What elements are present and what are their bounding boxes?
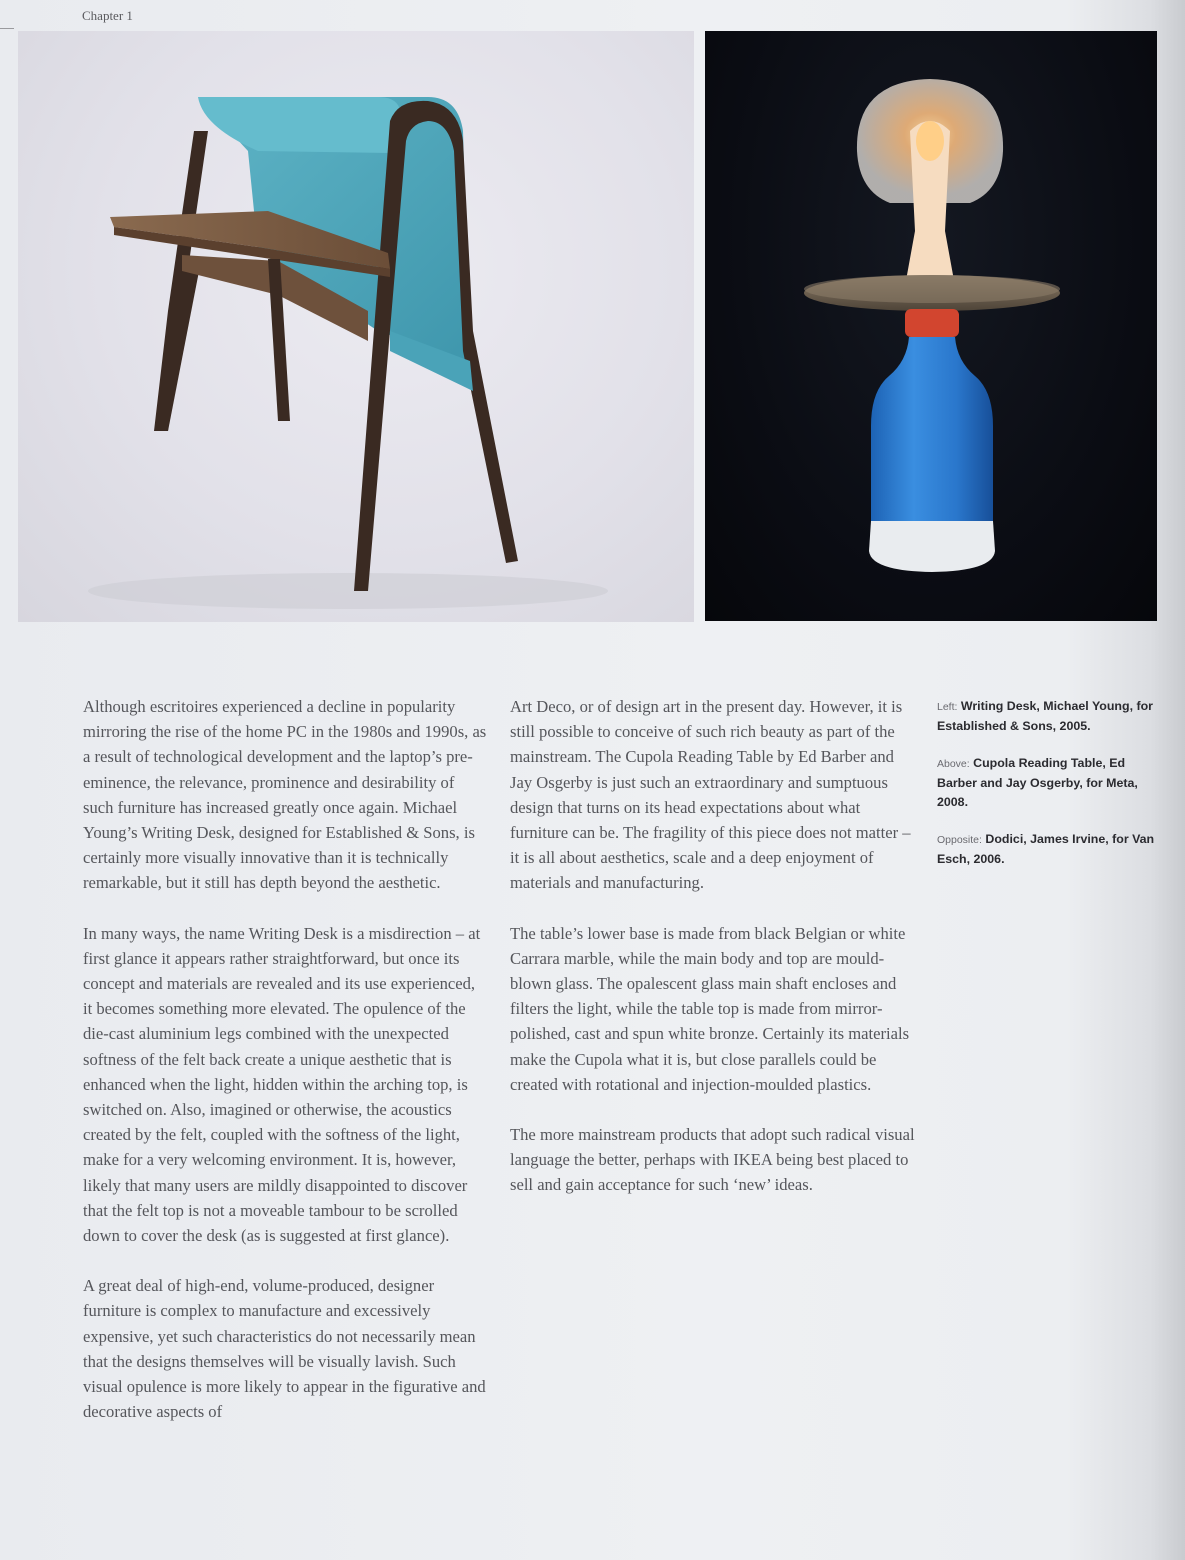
paragraph: The table’s lower base is made from black Belgian or white Carrara marble, while the main body and top are mould-blown glass. The opalescent glass main shaft encloses and filters the light, while the table top is made from mirror-polished, cast and spun white bronze. Certainly its materials make the Cupola what it is, but close parallels could be created with rotational and injection-moulded plastics. bbox=[510, 923, 910, 1094]
caption-position: Left: bbox=[937, 701, 958, 713]
cupola-lamp-illustration bbox=[705, 31, 1157, 621]
paragraph: The more mainstream products that adopt such radical visual language the better, perhaps with IKEA being best placed to sell and gain acceptance for such ‘new’ ideas. bbox=[510, 1125, 915, 1195]
caption-above bbox=[937, 754, 1162, 812]
paragraph: Although escritoires experienced a decline in popularity mirroring the rise of the home PC in the 1980s and 1990s, as a result of technological development and the laptop’s pre-eminence, the relevance, prominence and desirability of such furniture has increased greatly once again. Michael Young’s Writing Desk, designed for Established & Sons, is certainly more visually innovative than it is technically remarkable, but it still has depth beyond the aesthetic. bbox=[83, 697, 487, 893]
caption-text: Cupola Reading Table, Ed Barber and Jay Osgerby, for Meta, 2008. bbox=[937, 756, 1138, 809]
writing-desk-illustration bbox=[18, 31, 694, 622]
writing-desk-photo bbox=[18, 31, 694, 622]
running-head: Chapter 1 bbox=[82, 8, 133, 23]
paragraph: In many ways, the name Writing Desk is a misdirection – at first glance it appears rather straightforward, but once its concept and materials are revealed and its use experienced, it becomes something more elevated. The opulence of the die-cast aluminium legs combined with the unexpected softness of the felt back create a unique aesthetic that is enhanced when the light, hidden within the arching top, is switched on. Also, imagined or otherwise, the acoustics created by the felt, coupled with the softness of the light, make for a very welcoming environment. It is, however, likely that many users are mildly disappointed to discover that the felt top is not a moveable tambour to be scrolled down to cover the desk (as is suggested at first glance). bbox=[83, 923, 481, 1246]
body-column-middle bbox=[510, 694, 915, 1223]
cupola-reading-table-photo bbox=[705, 31, 1157, 621]
crop-mark bbox=[0, 28, 14, 29]
caption-text: Writing Desk, Michael Young, for Established & Sons, 2005. bbox=[937, 699, 1153, 733]
caption-position: Above: bbox=[937, 758, 970, 770]
body-column-left bbox=[83, 694, 488, 1449]
caption-text: Dodici, James Irvine, for Van Esch, 2006. bbox=[937, 832, 1155, 866]
paragraph: Art Deco, or of design art in the present day. However, it is still possible to conceive of such rich beauty as part of the mainstream. The Cupola Reading Table by Ed Barber and Jay Osgerby is just such an extraordinary and sumptuous design that turns on its head expectations about what furniture can be. The fragility of this piece does not matter – it is all about aesthetics, scale and a deep enjoyment of materials and manufacturing. bbox=[510, 697, 911, 893]
caption-position: Opposite: bbox=[937, 834, 982, 846]
paragraph: A great deal of high-end, volume-produced, designer furniture is complex to manufacture and excessively expensive, yet such characteristics do not necessarily mean that the designs themselves will be visually lavish. Such visual opulence is more likely to appear in the figurative and decorative aspects of bbox=[83, 1276, 486, 1422]
image-captions bbox=[937, 697, 1162, 887]
caption-left bbox=[937, 697, 1162, 736]
caption-opposite bbox=[937, 830, 1162, 869]
